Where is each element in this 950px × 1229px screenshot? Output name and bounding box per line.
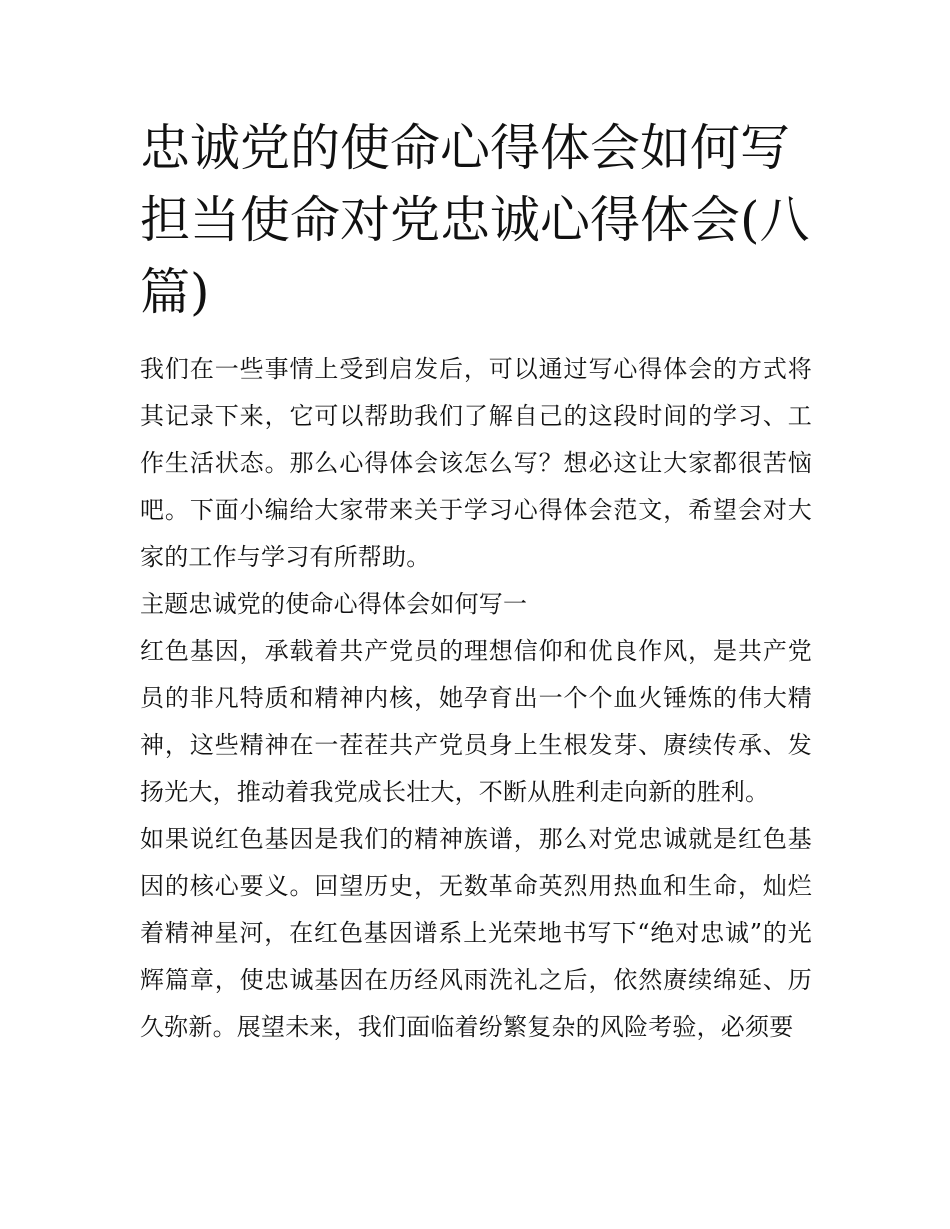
section-heading: 主题忠诚党的使命心得体会如何写一 bbox=[140, 590, 528, 618]
document-title: 忠诚党的使命心得体会如何写担当使命对党忠诚心得体会(八篇) bbox=[140, 119, 810, 321]
paragraph-loyalty: 如果说红色基因是我们的精神族谱，那么对党忠诚就是红色基因的核心要义。回望历史，无数革命英烈用热血和生命，灿烂着精神星河，在红色基因谱系上光荣地书写下“绝对忠诚”的光辉篇章，使忠诚基因在历经风雨洗礼之后，依然赓续绵延、历久弥新。展望未来，我们面临着纷繁复杂的风险考验，必须要 bbox=[140, 825, 812, 1041]
paragraph-red-gene: 红色基因，承载着共产党员的理想信仰和优良作风，是共产党员的非凡特质和精神内核，她孕育出一个个血火锤炼的伟大精神，这些精神在一茬茬共产党员身上生根发芽、赓续传承、发扬光大，推动着我党成长壮大，不断从胜利走向新的胜利。 bbox=[140, 637, 812, 806]
document-body bbox=[140, 112, 812, 1051]
paragraph-intro: 我们在一些事情上受到启发后，可以通过写心得体会的方式将其记录下来，它可以帮助我们了解自己的这段时间的学习、工作生活状态。那么心得体会该怎么写？想必这让大家都很苦恼吧。下面小编给大家带来关于学习心得体会范文，希望会对大家的工作与学习有所帮助。 bbox=[140, 355, 812, 571]
